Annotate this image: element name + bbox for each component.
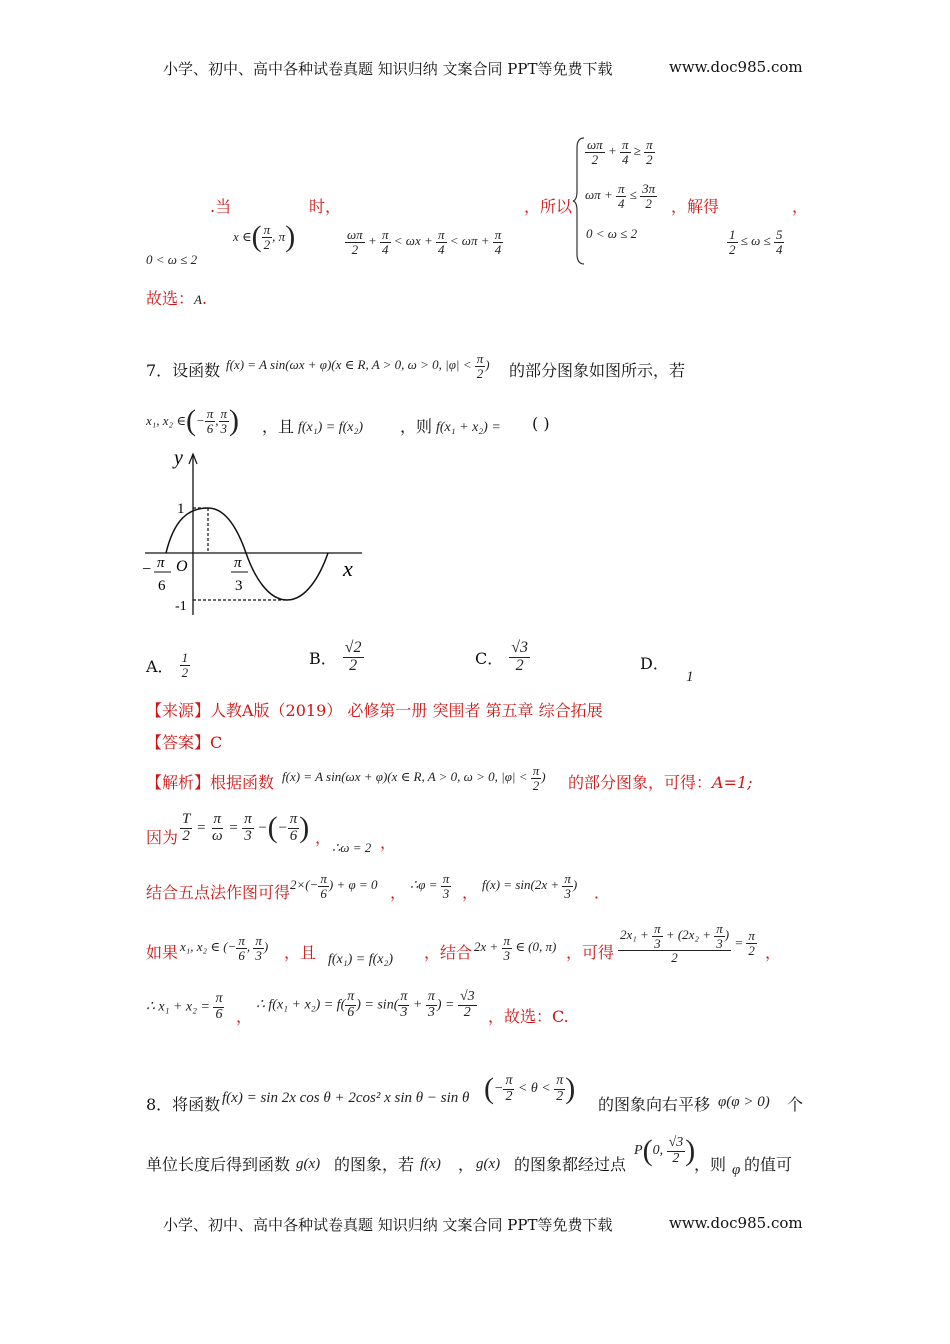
option-a-den: 2 (181, 664, 189, 680)
page-header (163, 58, 613, 79)
analysis-l4-expr4: 2x₁ + $\frac{\pi}{3}$ + (2x₂ + $\frac{\pi}{3}$ ) 2 = $\frac{\pi}{2}$ (620, 921, 755, 966)
tick-right-num: π (234, 555, 242, 571)
origin-label: O (176, 558, 188, 575)
q8-l2-a: 单位长度后得到函数 (146, 1155, 291, 1174)
frac-num: π (263, 221, 271, 237)
q8-l2-d: 的图象都经过点 (514, 1155, 627, 1174)
tick-one: 1 (177, 501, 185, 517)
header-text: 小学、初中、高中各种试卷真题 知识归纳 文案合同 PPT等免费下载 (163, 60, 613, 78)
q8-l2-f: 的值可 (744, 1155, 793, 1174)
q8-g2: g(x) (476, 1156, 501, 1172)
option-a-frac (180, 651, 191, 679)
page-footer (163, 1214, 613, 1235)
q8-f: f(x) (420, 1156, 441, 1172)
q7-source: 【来源】人教A版（2019） 必修第一册 突围者 第五章 综合拓展 (146, 701, 603, 720)
choose-label: 故选： (146, 289, 195, 308)
analysis-l1-b-text: 的部分图象，可得： (568, 773, 713, 792)
paren-right: ) (285, 220, 296, 253)
system-line-1: $\frac{\omega\pi}{2}$ + $\frac{\pi}{4}$ ≥ $\frac{\pi}{2}$ (587, 137, 653, 167)
prev-condition: 0 < ω ≤ 2 (146, 252, 198, 267)
option-a[interactable] (146, 651, 190, 679)
option-c-frac (509, 640, 530, 675)
analysis-l4-e: ， (765, 943, 782, 962)
q8-l1-b: 的图象向右平移 (598, 1095, 711, 1114)
analysis-l1-b (568, 770, 753, 793)
tick-left-minus: − (142, 561, 152, 578)
option-c[interactable] (475, 640, 530, 675)
q8-phi: φ(φ > 0) (718, 1094, 770, 1110)
x-label: x (343, 556, 353, 581)
analysis-l1-func: f(x) = A sin(ωx + φ)(x ∈ R, A > 0, ω > 0, |φ| < $\frac{\pi}{2}$ ) (282, 763, 546, 793)
analysis-l2-a: 因为 (146, 828, 179, 847)
choose-end: . (201, 289, 208, 308)
analysis-l3-expr1: 2×(− $\frac{\pi}{6}$ ) + φ = 0 (290, 871, 378, 901)
analysis-l2-b: ， (315, 828, 332, 847)
footer-url: www.doc985.com (669, 1214, 803, 1232)
choose-value: A (194, 292, 202, 307)
analysis-l2-d: ， (380, 833, 397, 852)
analysis-l2-expr: $\frac{T}{2}$ = $\frac{\pi}{\omega}$ = $\frac{\pi}{3}$ − ( − $\frac{\pi}{6}$ ) (182, 811, 310, 845)
q8-point: P ( 0, $\frac{√3}{2}$ ) (634, 1134, 696, 1168)
prev-result: $\frac{1}{2}$ ≤ ω ≤ $\frac{5}{4}$ (729, 227, 783, 257)
q7-num: 7．设函数 (146, 361, 221, 380)
tick-left-den: 6 (158, 578, 166, 594)
option-c-num: √3 (511, 639, 529, 656)
y-label: y (174, 450, 183, 469)
option-d[interactable] (640, 651, 694, 685)
q7-eq: f(x₁) = f(x₂) (298, 420, 364, 435)
q7-answer: 【答案】C (146, 733, 223, 752)
q8-l2-e: ，则 (694, 1155, 727, 1174)
q8-cond: ( − $\frac{\pi}{2}$ < θ < $\frac{\pi}{2}$ ) (484, 1072, 576, 1106)
analysis-l3-expr3: f(x) = sin(2x + $\frac{\pi}{3}$ ) (482, 871, 578, 901)
prev-comma: ， (792, 197, 809, 216)
tick-neg-one: -1 (175, 599, 187, 614)
prev-dang: .当 (210, 197, 232, 216)
tick-left-num: π (157, 555, 165, 571)
q8-l1-c: 个 (787, 1095, 804, 1114)
analysis-l1-a: 【解析】根据函数 (146, 773, 275, 792)
system-brace (572, 136, 586, 266)
system-line-3: 0 < ω ≤ 2 (586, 226, 638, 241)
q8-l1-a: 8．将函数 (146, 1095, 221, 1114)
option-a-label: A． (146, 656, 174, 676)
tick-right-den: 3 (235, 578, 243, 594)
pi-over-2 (262, 223, 273, 251)
q7-ask: f(x₁ + x₂) = (436, 420, 501, 435)
analysis-l5-expr1: ∴ x₁ + x₂ = $\frac{\pi}{6}$ (146, 991, 223, 1022)
q7-line2: x₁, x₂ ∈ ( − $\frac{\pi}{6}$ , $\frac{\pi}{3}$ ) (146, 404, 240, 437)
analysis-l3-d: ． (594, 883, 611, 902)
q7-vars: x₁, x₂ ∈ (146, 413, 186, 428)
q8-g: g(x) (296, 1156, 321, 1172)
analysis-l5-a: ， (236, 1007, 253, 1026)
option-d-label: D． (640, 654, 669, 673)
prev-suoyi: ，所以 (524, 197, 573, 216)
interval-right: , π (272, 229, 286, 244)
analysis-l4-expr1: x₁, x₂ ∈ (− $\frac{\pi}{6}$ , $\frac{\pi}{3}$ ) (180, 933, 269, 963)
analysis-l3-a: 结合五点法作图可得 (146, 883, 291, 902)
q7-and: ，且 (262, 417, 295, 436)
q8-phi2: φ (732, 1162, 741, 1178)
paren-left: ( (251, 220, 262, 253)
option-b-den: 2 (349, 656, 358, 674)
option-c-den: 2 (515, 656, 524, 674)
analysis-l3-b: ， (390, 883, 407, 902)
q8-l2-b: 的图象，若 (334, 1155, 415, 1174)
option-a-num: 1 (181, 650, 189, 665)
analysis-l3-expr2: ∴φ = $\frac{\pi}{3}$ (410, 871, 450, 901)
frac-den: 2 (263, 236, 271, 252)
q8-func: f(x) = sin 2x cos θ + 2cos² x sin θ − sin θ (222, 1090, 470, 1106)
option-b-label: B． (309, 648, 337, 668)
footer-text: 小学、初中、高中各种试卷真题 知识归纳 文案合同 PPT等免费下载 (163, 1216, 613, 1234)
analysis-l4-expr2: f(x₁) = f(x₂) (328, 952, 394, 967)
analysis-l1-c: A=1; (712, 773, 753, 792)
q7-then: ，则 (400, 417, 433, 436)
analysis-l2-c: ∴ω = 2 (332, 840, 372, 855)
system-line-2: ωπ + $\frac{\pi}{4}$ ≤ $\frac{3\pi}{2}$ (585, 181, 656, 211)
prev-choose (146, 286, 207, 309)
prev-jiede: ，解得 (671, 197, 720, 216)
option-d-value: 1 (685, 669, 694, 685)
analysis-l4-expr3: 2x + $\frac{\pi}{3}$ ∈ (0, π) (474, 933, 557, 963)
option-c-label: C． (475, 648, 504, 668)
q7-tail: 的部分图象如图所示，若 (509, 361, 686, 380)
option-b-num: √2 (344, 639, 362, 656)
q7-graph (140, 450, 380, 620)
analysis-l3-c: ， (462, 883, 479, 902)
analysis-l5-b: ，故选：C. (488, 1007, 569, 1026)
analysis-l4-d: ，可得 (566, 943, 615, 962)
prev-x-interval (233, 222, 295, 252)
option-b-frac (343, 640, 364, 675)
analysis-l4-b: ，且 (284, 943, 317, 962)
analysis-l4-c: ，结合 (424, 943, 473, 962)
prev-shi: 时， (309, 197, 342, 216)
analysis-l5-expr2: ∴ f(x₁ + x₂) = f( $\frac{\pi}{6}$ ) = sin( $\frac{\pi}{3}$ + $\frac{\pi}{3}$ ) = $\frac{√3}{2}$ (256, 989, 475, 1020)
option-b[interactable] (309, 640, 364, 675)
q7-paren: ( ) (532, 414, 550, 433)
q8-l2-c: ， (458, 1155, 475, 1174)
prev-range: $\frac{\omega\pi}{2}$ + $\frac{\pi}{4}$ < ωx + $\frac{\pi}{4}$ < ωπ + $\frac{\pi}{4}$ (347, 227, 502, 257)
analysis-l4-a: 如果 (146, 943, 179, 962)
sine-curve (166, 508, 328, 600)
header-url: www.doc985.com (669, 58, 803, 76)
x-in-label: x ∈ (233, 229, 252, 244)
q7-func: f(x) = A sin(ωx + φ)(x ∈ R, A > 0, ω > 0, |φ| < $\frac{\pi}{2}$ ) (226, 351, 490, 381)
